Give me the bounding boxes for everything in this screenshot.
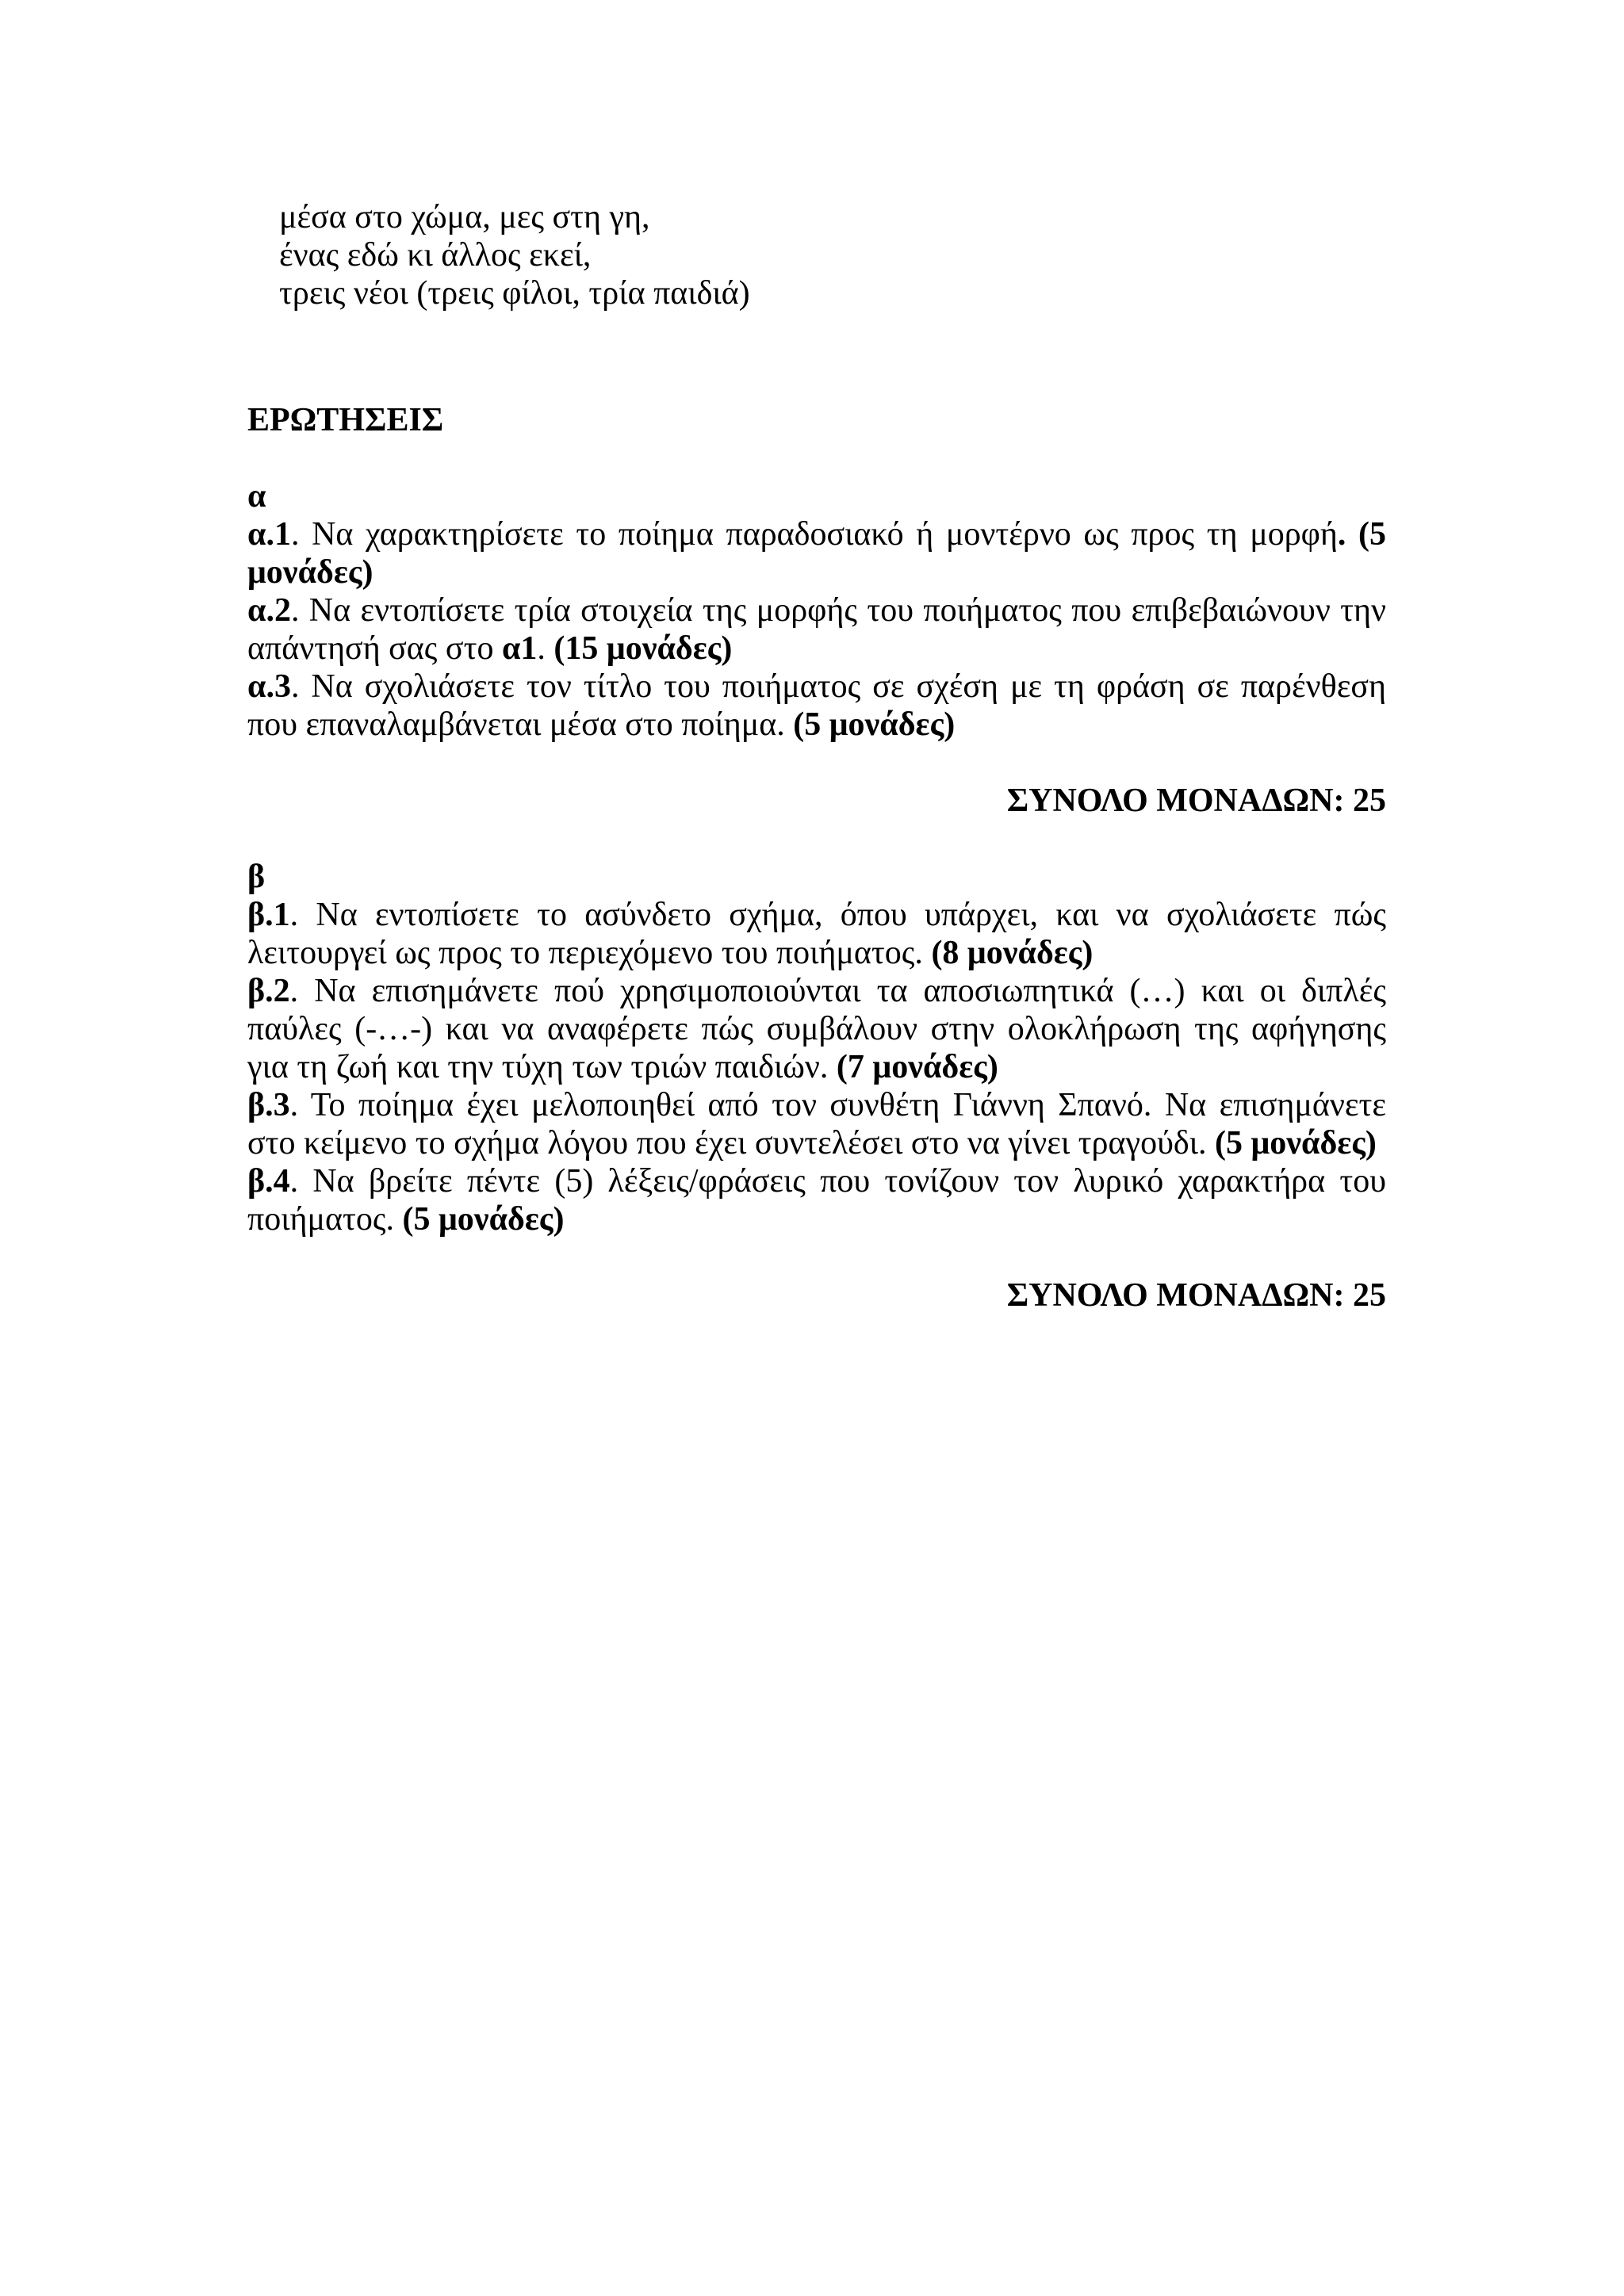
- question-points: (5 μονάδες): [793, 706, 956, 743]
- question-points: (15 μονάδες): [553, 630, 733, 667]
- question-number: α.1: [247, 516, 291, 553]
- question-number: β.1: [247, 897, 290, 933]
- question-a3: [247, 668, 1386, 744]
- question-number: β.2: [247, 973, 290, 1009]
- question-points: (7 μονάδες): [836, 1049, 998, 1085]
- questions-heading: ΕΡΩΤΗΣΕΙΣ: [247, 402, 444, 438]
- section-b-total: ΣΥΝΟΛΟ ΜΟΝΑΔΩΝ: 25: [1006, 1277, 1386, 1314]
- question-points: (5 μονάδες): [402, 1201, 565, 1238]
- section-b-label: β: [247, 859, 266, 895]
- question-points: (8 μονάδες): [931, 935, 1094, 971]
- section-a-label: α: [247, 478, 266, 515]
- poem-excerpt: [279, 198, 1386, 312]
- question-text: . Να σχολιάσετε τον τίτλο του ποιήματος σε σχέση με τη φράση σε παρένθεση που επαναλαμβάνεται μέσα στο ποίημα.: [247, 668, 1386, 743]
- question-reference: α1: [501, 630, 538, 667]
- question-number: β.3: [247, 1087, 290, 1123]
- question-text: . Να εντοπίσετε τρία στοιχεία της μορφής του ποιήματος που επιβεβαιώνουν την απάντησή σας στο: [247, 592, 1386, 667]
- question-text-end: .: [537, 630, 554, 667]
- question-text: . Να εντοπίσετε το ασύνδετο σχήμα, όπου υπάρχει, και να σχολιάσετε πώς λειτουργεί ως προς το περιεχόμενο του ποιήματος.: [247, 897, 1386, 971]
- question-b4: [247, 1162, 1386, 1238]
- page-content: [247, 198, 1386, 1314]
- poem-line: μέσα στο χώμα, μες στη γη,: [279, 199, 650, 235]
- question-text: . Να βρείτε πέντε (5) λέξεις/φράσεις που τονίζουν τον λυρικό χαρακτήρα του ποιήματος.: [247, 1163, 1386, 1238]
- question-number: α.3: [247, 668, 291, 705]
- question-b3: [247, 1086, 1386, 1162]
- question-b1: [247, 896, 1386, 972]
- question-points: . (5 μονάδες): [247, 516, 1386, 591]
- question-text: . Να χαρακτηρίσετε το ποίημα παραδοσιακό ή μοντέρνο ως προς τη μορφή: [290, 516, 1338, 553]
- section-a-total: ΣΥΝΟΛΟ ΜΟΝΑΔΩΝ: 25: [1006, 783, 1386, 819]
- question-number: α.2: [247, 592, 291, 629]
- question-text: . Να επισημάνετε πού χρησιμοποιούνται τα αποσιωπητικά (…) και οι διπλές παύλες (-…-) και να αναφέρετε πώς συμβάλουν στην ολοκλήρωση της αφήγησης για τη ζωή και την τύχη των τριών παιδιών.: [247, 973, 1386, 1085]
- question-text: . Το ποίημα έχει μελοποιηθεί από τον συνθέτη Γιάννη Σπανό. Να επισημάνετε στο κείμενο το σχήμα λόγου που έχει συντελέσει στο να γίνει τραγούδι.: [247, 1087, 1386, 1161]
- question-a2: [247, 591, 1386, 668]
- poem-line: ένας εδώ κι άλλος εκεί,: [279, 237, 592, 274]
- poem-line: τρεις νέοι (τρεις φίλοι, τρία παιδιά): [279, 275, 750, 312]
- question-points: (5 μονάδες): [1214, 1125, 1377, 1161]
- question-number: β.4: [247, 1163, 290, 1200]
- question-a1: [247, 515, 1386, 591]
- question-b2: [247, 972, 1386, 1086]
